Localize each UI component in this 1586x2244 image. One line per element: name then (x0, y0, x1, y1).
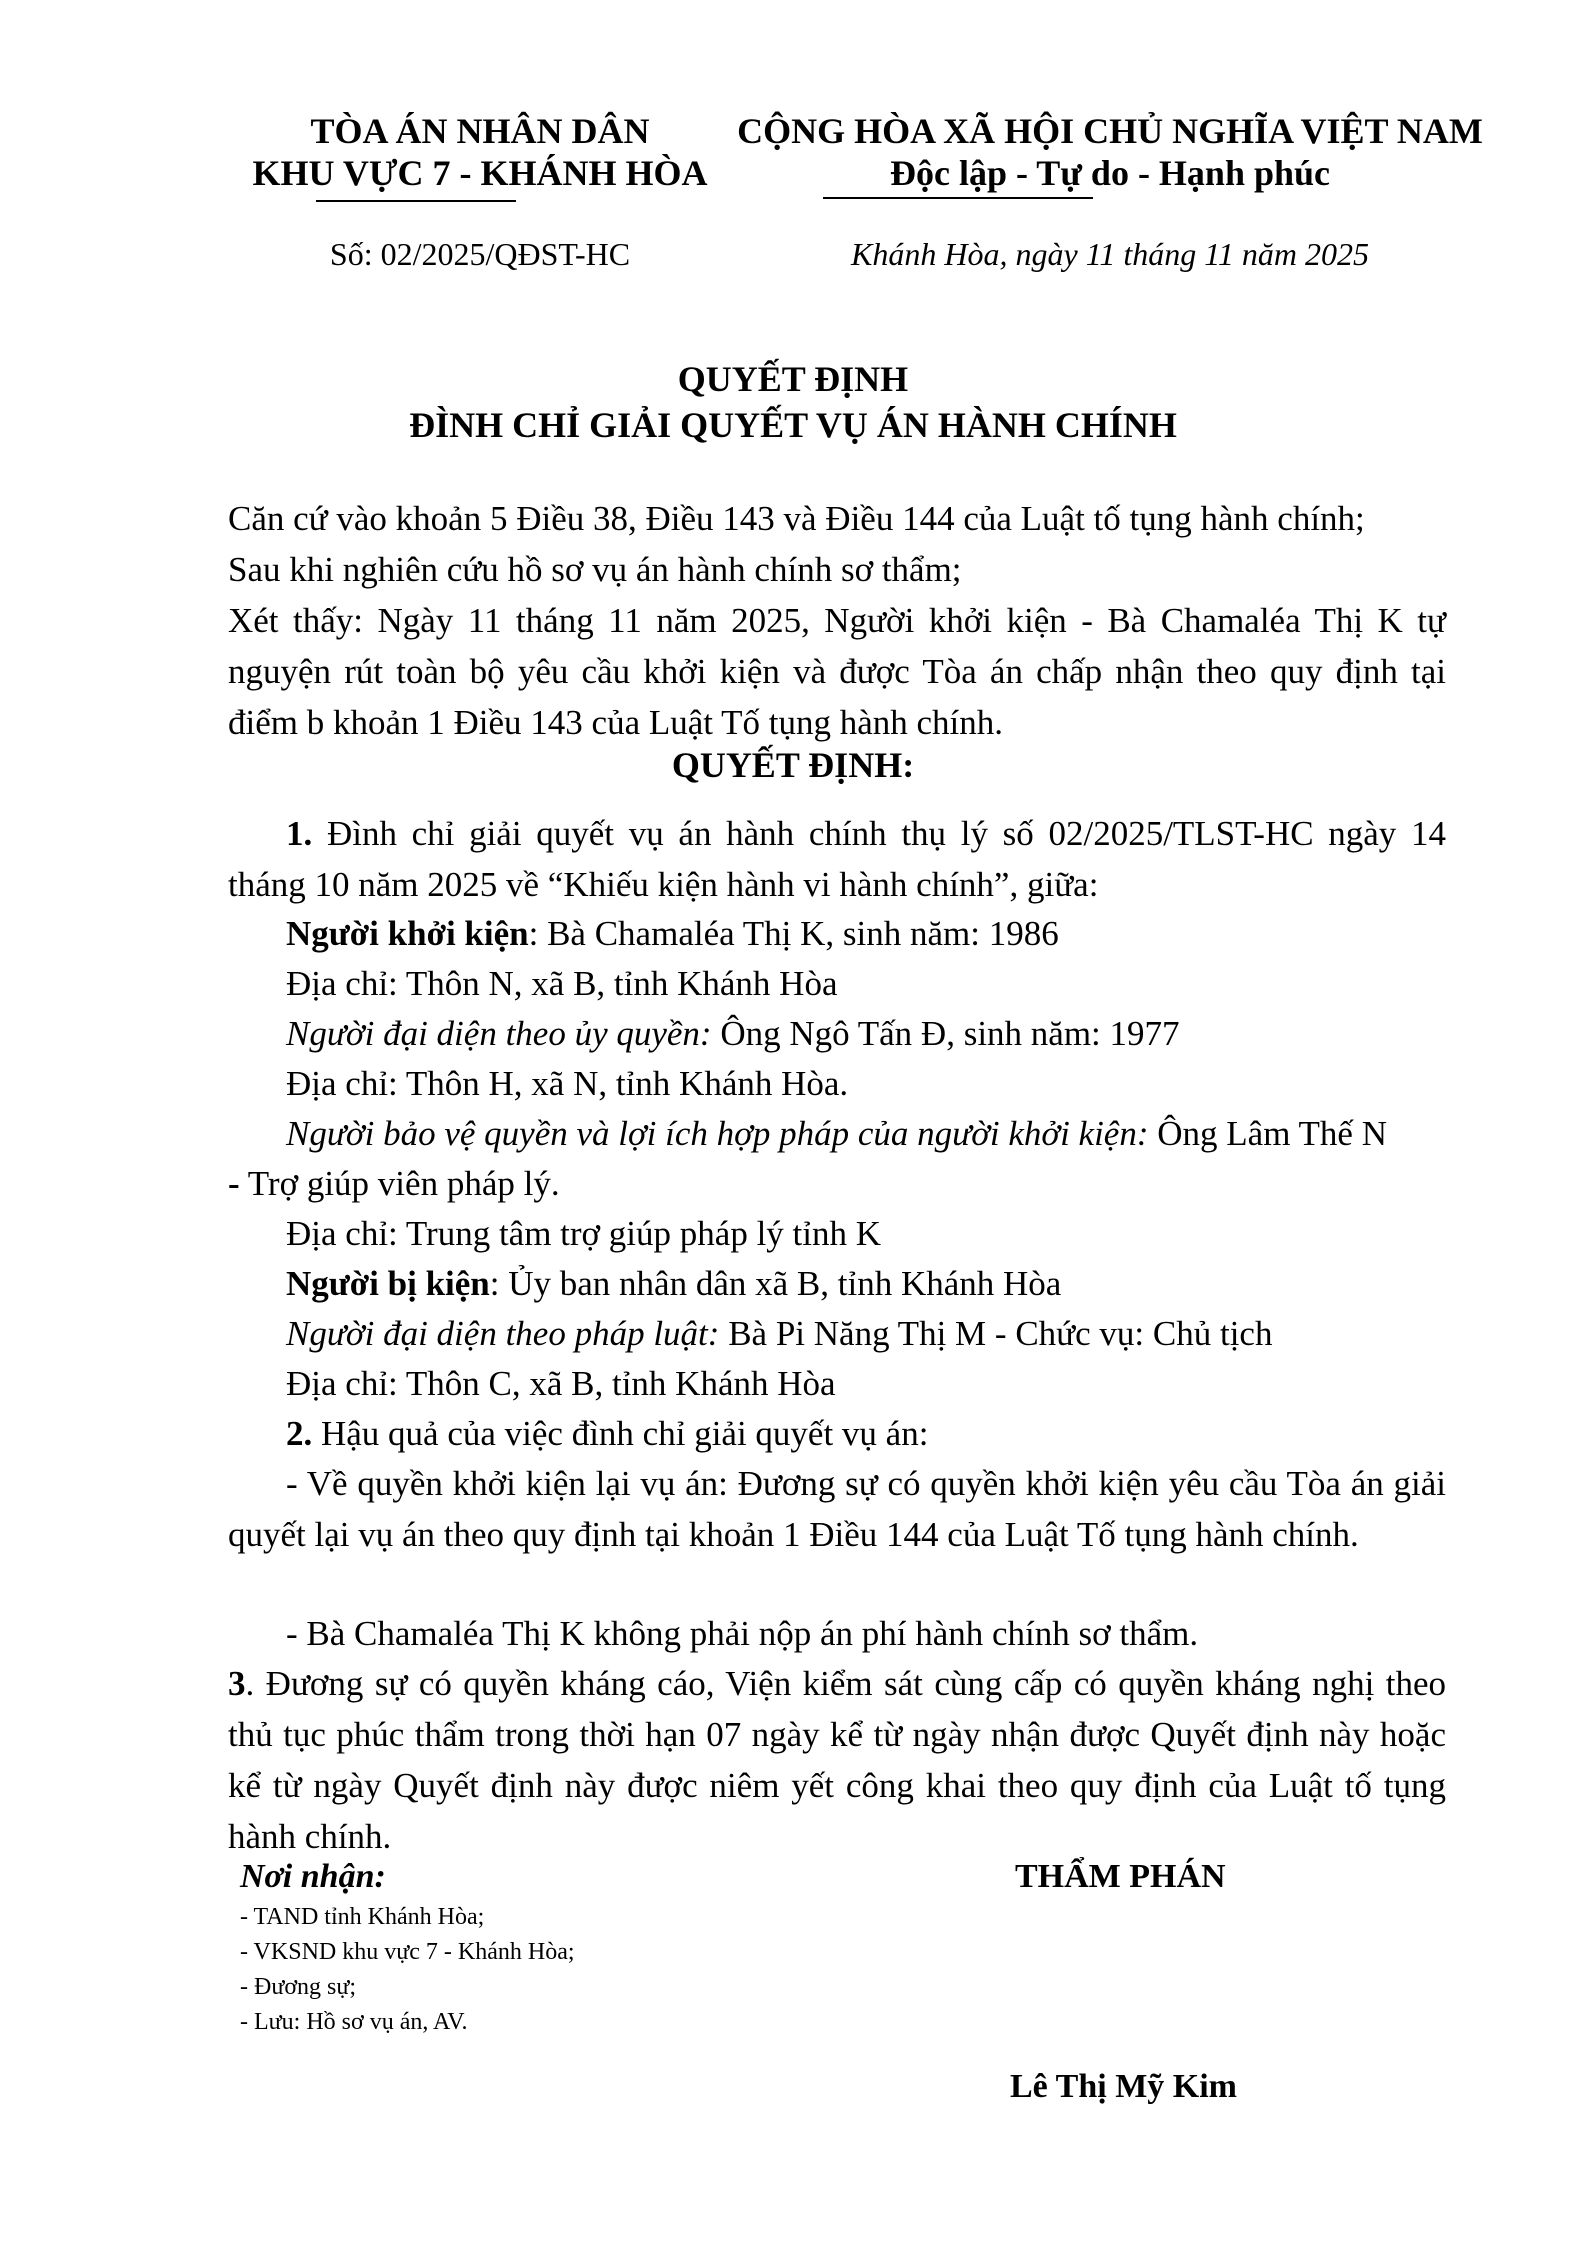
signer-name: Lê Thị Mỹ Kim (1010, 2068, 1237, 2105)
defendant-address: Địa chỉ: Thôn C, xã B, tỉnh Khánh Hòa (286, 1364, 836, 1403)
decision-heading: QUYẾT ĐỊNH: (671, 745, 915, 785)
authorized-rep-line (228, 1008, 1446, 1059)
protector-value: Ông Lâm Thế N (1148, 1114, 1387, 1153)
recipients-list (240, 1900, 575, 2040)
recipient-item: - Lưu: Hồ sơ vụ án, AV. (240, 2009, 468, 2035)
recipients-title: Nơi nhận: (240, 1858, 386, 1895)
defendant-value: : Ủy ban nhân dân xã B, tỉnh Khánh Hòa (489, 1264, 1062, 1303)
recipient-item: - Đương sự; (240, 1974, 357, 2000)
protector-dash: - (228, 1164, 240, 1203)
court-underline (316, 200, 516, 202)
protector-role: Trợ giúp viên pháp lý. (239, 1164, 560, 1203)
legal-basis: Căn cứ vào khoản 5 Điều 38, Điều 143 và Điều 144 của Luật tố tụng hành chính; (228, 499, 1365, 538)
considering-statement: Xét thấy: Ngày 11 tháng 11 năm 2025, Người khởi kiện - Bà Chamaléa Thị K tự nguyện rút toàn bộ yêu cầu khởi kiện và được Tòa án chấp nhận theo quy định tại điểm b khoản 1 Điều 143 của Luật Tố tụng hành chính. (228, 601, 1446, 742)
decision-item-2 (228, 1408, 1446, 1459)
plaintiff-label: Người khởi kiện (286, 914, 529, 953)
item-1-number: 1. (286, 814, 313, 853)
consequence-refile: - Về quyền khởi kiện lại vụ án: Đương sự có quyền khởi kiện yêu cầu Tòa án giải quyết lại vụ án theo quy định tại khoản 1 Điều 144 của Luật Tố tụng hành chính. (228, 1464, 1446, 1554)
plaintiff-line (228, 908, 1446, 959)
item-1-text: Đình chỉ giải quyết vụ án hành chính thụ lý số 02/2025/TLST-HC ngày 14 tháng 10 năm 2025 về “Khiếu kiện hành vi hành chính”, giữa: (228, 814, 1446, 904)
nation-name: CỘNG HÒA XÃ HỘI CHỦ NGHĨA VIỆT NAM (737, 111, 1483, 151)
protector-role-line (228, 1158, 1446, 1209)
protector-line (228, 1108, 1446, 1159)
document-number: Số: 02/2025/QĐST-HC (329, 236, 631, 272)
legal-rep-line (228, 1308, 1446, 1359)
defendant-line (228, 1258, 1446, 1309)
place-date: Khánh Hòa, ngày 11 tháng 11 năm 2025 (851, 236, 1369, 272)
court-name-line1: TÒA ÁN NHÂN DÂN (310, 111, 650, 151)
legal-rep-value: Bà Pi Năng Thị M - Chức vụ: Chủ tịch (719, 1314, 1273, 1353)
protector-label: Người bảo vệ quyền và lợi ích hợp pháp của người khởi kiện: (286, 1114, 1149, 1153)
decision-item-1 (228, 808, 1446, 910)
plaintiff-value: : Bà Chamaléa Thị K, sinh năm: 1986 (528, 914, 1059, 953)
protector-address: Địa chỉ: Trung tâm trợ giúp pháp lý tỉnh K (286, 1214, 882, 1253)
consequence-fee: - Bà Chamaléa Thị K không phải nộp án phí hành chính sơ thẩm. (286, 1614, 1199, 1653)
recipient-item: - TAND tỉnh Khánh Hòa; (240, 1904, 485, 1930)
court-name-line2: KHU VỰC 7 - KHÁNH HÒA (252, 153, 708, 193)
legal-rep-label: Người đại diện theo pháp luật: (286, 1314, 720, 1353)
authorized-rep-address: Địa chỉ: Thôn H, xã N, tỉnh Khánh Hòa. (286, 1064, 849, 1103)
signer-role: THẨM PHÁN (1015, 1858, 1226, 1895)
court-name (220, 110, 740, 194)
document-subtitle: ĐÌNH CHỈ GIẢI QUYẾT VỤ ÁN HÀNH CHÍNH (409, 405, 1177, 445)
defendant-label: Người bị kiện (286, 1264, 490, 1303)
study-statement: Sau khi nghiên cứu hồ sơ vụ án hành chính sơ thẩm; (228, 550, 962, 589)
slogan-underline (823, 197, 1093, 199)
national-motto (720, 110, 1500, 194)
item-2-number: 2. (286, 1414, 313, 1453)
authorized-rep-label: Người đại diện theo ủy quyền: (286, 1014, 712, 1053)
document-title: QUYẾT ĐỊNH (677, 359, 909, 399)
recipient-item: - VKSND khu vực 7 - Khánh Hòa; (240, 1939, 575, 1965)
authorized-rep-value: Ông Ngô Tấn Đ, sinh năm: 1977 (711, 1014, 1180, 1053)
item-2-text: Hậu quả của việc đình chỉ giải quyết vụ án: (312, 1414, 929, 1453)
decision-item-3 (228, 1658, 1446, 1862)
item-3-text: . Đương sự có quyền kháng cáo, Viện kiểm sát cùng cấp có quyền kháng nghị theo thủ tục phúc thẩm trong thời hạn 07 ngày kể từ ngày nhận được Quyết định này hoặc kể từ ngày Quyết định này được niêm yết công khai theo quy định của Luật tố tụng hành chính. (228, 1664, 1446, 1856)
nation-slogan: Độc lập - Tự do - Hạnh phúc (889, 153, 1331, 193)
plaintiff-address: Địa chỉ: Thôn N, xã B, tỉnh Khánh Hòa (286, 964, 838, 1003)
item-3-number: 3 (228, 1664, 246, 1703)
